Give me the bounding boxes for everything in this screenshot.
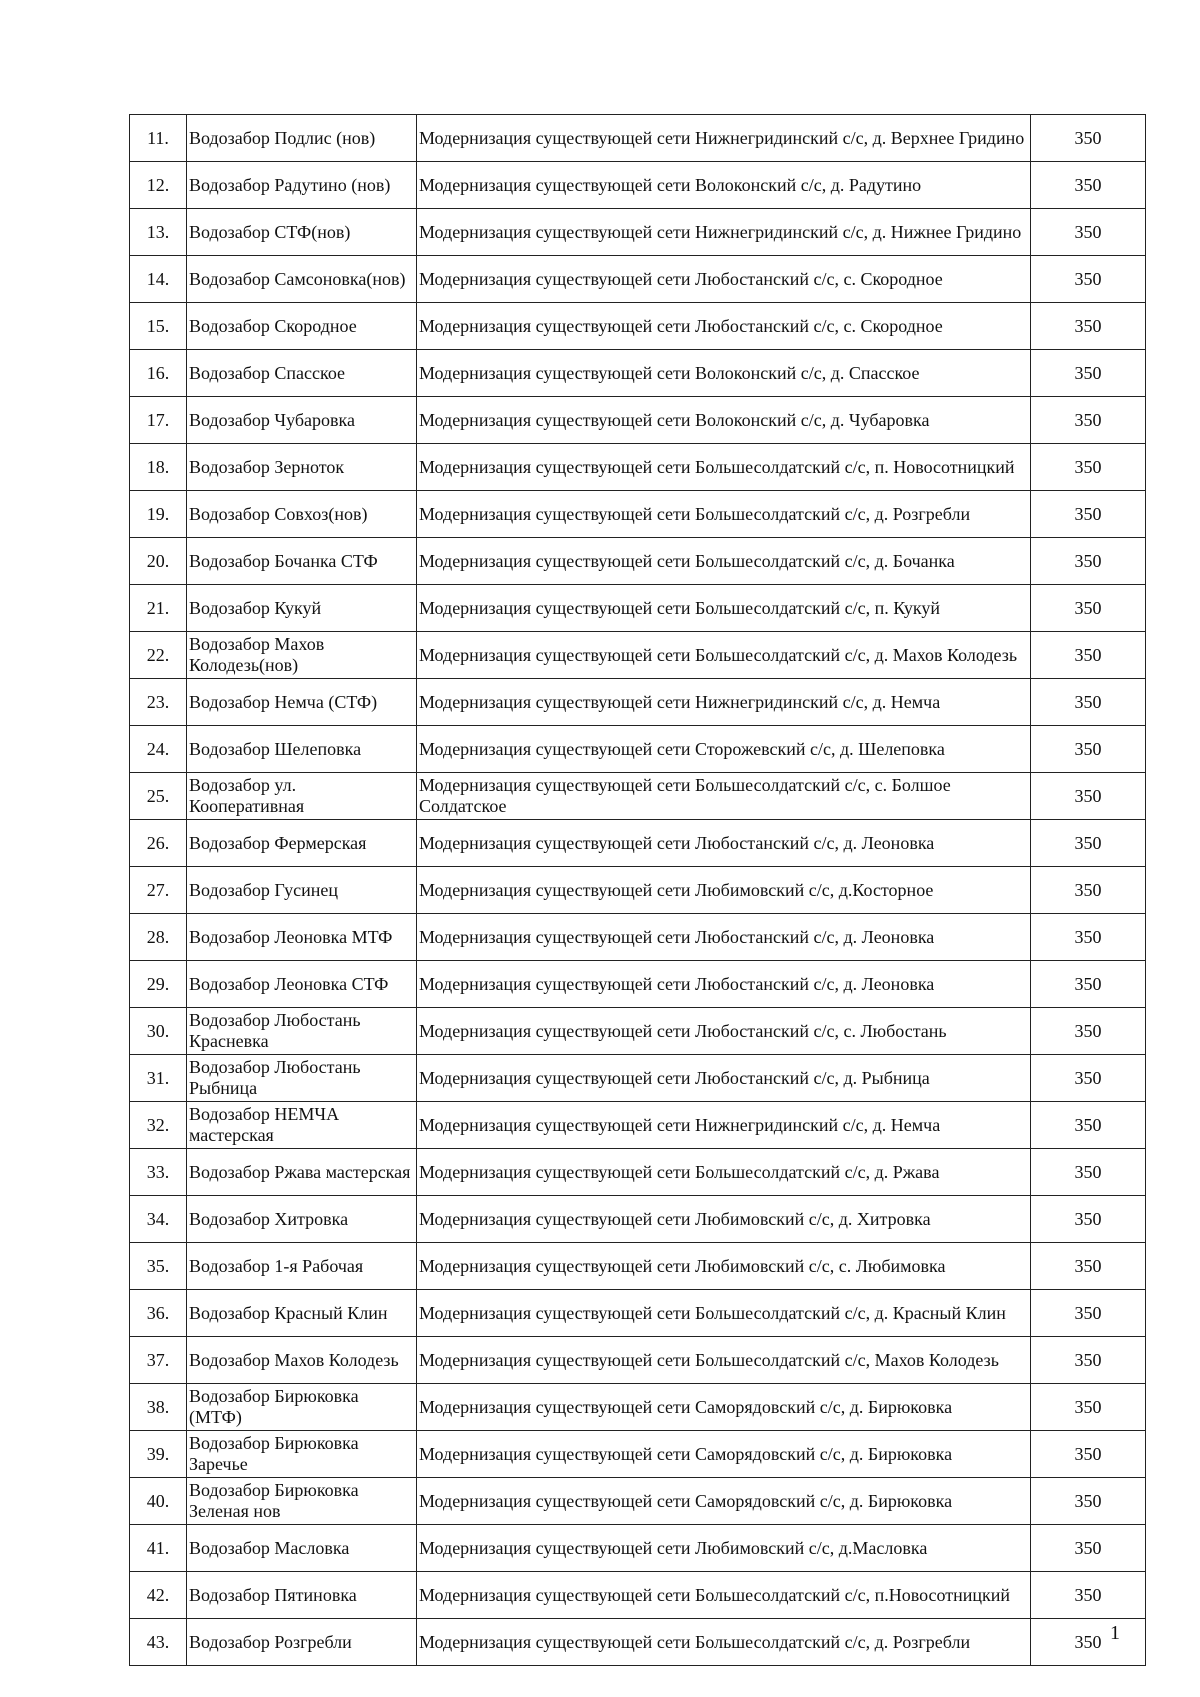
- table-row: [130, 209, 1146, 256]
- row-number: 38.: [130, 1384, 187, 1431]
- row-value: 350: [1031, 1055, 1146, 1102]
- row-number: 26.: [130, 820, 187, 867]
- row-value: 350: [1031, 1478, 1146, 1525]
- intake-name: Водозабор Совхоз(нов): [187, 491, 417, 538]
- work-description: Модернизация существующей сети Большесолдатский с/с, Махов Колодезь: [417, 1337, 1031, 1384]
- row-value: 350: [1031, 585, 1146, 632]
- row-value: 350: [1031, 538, 1146, 585]
- table-row: [130, 820, 1146, 867]
- row-value: 350: [1031, 1337, 1146, 1384]
- row-number: 17.: [130, 397, 187, 444]
- table-row: [130, 350, 1146, 397]
- table-row: [130, 1384, 1146, 1431]
- intake-name: Водозабор Бирюковка Заречье: [187, 1431, 417, 1478]
- intake-name: Водозабор 1-я Рабочая: [187, 1243, 417, 1290]
- intake-name: Водозабор Ржава мастерская: [187, 1149, 417, 1196]
- work-description: Модернизация существующей сети Волоконский с/с, д. Радутино: [417, 162, 1031, 209]
- work-description: Модернизация существующей сети Любимовский с/с, д. Хитровка: [417, 1196, 1031, 1243]
- work-description: Модернизация существующей сети Любостанский с/с, д. Леоновка: [417, 961, 1031, 1008]
- row-number: 14.: [130, 256, 187, 303]
- row-value: 350: [1031, 162, 1146, 209]
- work-description: Модернизация существующей сети Большесолдатский с/с, д. Розгребли: [417, 491, 1031, 538]
- row-value: 350: [1031, 1431, 1146, 1478]
- table-row: [130, 1337, 1146, 1384]
- row-number: 42.: [130, 1572, 187, 1619]
- work-description: Модернизация существующей сети Большесолдатский с/с, д. Розгребли: [417, 1619, 1031, 1666]
- row-number: 40.: [130, 1478, 187, 1525]
- intake-name: Водозабор Зерноток: [187, 444, 417, 491]
- row-value: 350: [1031, 1243, 1146, 1290]
- intake-name: Водозабор ул. Кооперативная: [187, 773, 417, 820]
- intake-name: Водозабор НЕМЧА мастерская: [187, 1102, 417, 1149]
- table-row: [130, 1008, 1146, 1055]
- table-row: [130, 1525, 1146, 1572]
- work-description: Модернизация существующей сети Любостанский с/с, д. Леоновка: [417, 820, 1031, 867]
- row-value: 350: [1031, 914, 1146, 961]
- row-number: 37.: [130, 1337, 187, 1384]
- table-row: [130, 679, 1146, 726]
- row-number: 20.: [130, 538, 187, 585]
- work-description: Модернизация существующей сети Сторожевский с/с, д. Шелеповка: [417, 726, 1031, 773]
- row-number: 22.: [130, 632, 187, 679]
- row-value: 350: [1031, 1008, 1146, 1055]
- intake-name: Водозабор Немча (СТФ): [187, 679, 417, 726]
- intake-name: Водозабор Любостань Рыбница: [187, 1055, 417, 1102]
- intake-name: Водозабор Гусинец: [187, 867, 417, 914]
- work-description: Модернизация существующей сети Любимовский с/с, д.Масловка: [417, 1525, 1031, 1572]
- table-row: [130, 726, 1146, 773]
- row-number: 30.: [130, 1008, 187, 1055]
- intake-name: Водозабор Скородное: [187, 303, 417, 350]
- work-description: Модернизация существующей сети Нижнегридинский с/с, д. Немча: [417, 1102, 1031, 1149]
- work-description: Модернизация существующей сети Саморядовский с/с, д. Бирюковка: [417, 1478, 1031, 1525]
- intake-name: Водозабор Чубаровка: [187, 397, 417, 444]
- intake-name: Водозабор Подлис (нов): [187, 115, 417, 162]
- intake-name: Водозабор Масловка: [187, 1525, 417, 1572]
- work-description: Модернизация существующей сети Любимовский с/с, д.Косторное: [417, 867, 1031, 914]
- table-row: [130, 1572, 1146, 1619]
- table-row: [130, 914, 1146, 961]
- table-row: [130, 115, 1146, 162]
- intake-name: Водозабор Фермерская: [187, 820, 417, 867]
- table-row: [130, 1243, 1146, 1290]
- row-value: 350: [1031, 1384, 1146, 1431]
- work-description: Модернизация существующей сети Большесолдатский с/с, п. Новосотницкий: [417, 444, 1031, 491]
- intake-name: Водозабор Леоновка СТФ: [187, 961, 417, 1008]
- table-row: [130, 1102, 1146, 1149]
- table-row: [130, 585, 1146, 632]
- row-value: 350: [1031, 397, 1146, 444]
- row-number: 24.: [130, 726, 187, 773]
- row-number: 23.: [130, 679, 187, 726]
- row-number: 28.: [130, 914, 187, 961]
- intake-name: Водозабор СТФ(нов): [187, 209, 417, 256]
- intake-name: Водозабор Розгребли: [187, 1619, 417, 1666]
- table-row: [130, 397, 1146, 444]
- work-description: Модернизация существующей сети Любимовский с/с, с. Любимовка: [417, 1243, 1031, 1290]
- table-row: [130, 773, 1146, 820]
- row-number: 33.: [130, 1149, 187, 1196]
- row-value: 350: [1031, 1290, 1146, 1337]
- row-value: 350: [1031, 303, 1146, 350]
- table-row: [130, 1478, 1146, 1525]
- work-description: Модернизация существующей сети Саморядовский с/с, д. Бирюковка: [417, 1431, 1031, 1478]
- row-value: 350: [1031, 820, 1146, 867]
- intake-name: Водозабор Любостань Красневка: [187, 1008, 417, 1055]
- work-description: Модернизация существующей сети Саморядовский с/с, д. Бирюковка: [417, 1384, 1031, 1431]
- intake-name: Водозабор Шелеповка: [187, 726, 417, 773]
- row-value: 350: [1031, 1149, 1146, 1196]
- row-number: 19.: [130, 491, 187, 538]
- table-row: [130, 867, 1146, 914]
- page-number: 1: [1110, 1622, 1120, 1644]
- row-value: 350: [1031, 867, 1146, 914]
- work-description: Модернизация существующей сети Большесолдатский с/с, д. Махов Колодезь: [417, 632, 1031, 679]
- row-number: 25.: [130, 773, 187, 820]
- row-number: 21.: [130, 585, 187, 632]
- work-description: Модернизация существующей сети Любостанский с/с, д. Леоновка: [417, 914, 1031, 961]
- row-value: 350: [1031, 679, 1146, 726]
- row-number: 34.: [130, 1196, 187, 1243]
- row-value: 350: [1031, 726, 1146, 773]
- table-row: [130, 1149, 1146, 1196]
- row-value: 350: [1031, 961, 1146, 1008]
- intake-name: Водозабор Красный Клин: [187, 1290, 417, 1337]
- intake-name: Водозабор Махов Колодезь: [187, 1337, 417, 1384]
- intake-name: Водозабор Бирюковка (МТФ): [187, 1384, 417, 1431]
- table-row: [130, 632, 1146, 679]
- row-number: 41.: [130, 1525, 187, 1572]
- intake-name: Водозабор Кукуй: [187, 585, 417, 632]
- intake-name: Водозабор Радутино (нов): [187, 162, 417, 209]
- work-description: Модернизация существующей сети Большесолдатский с/с, с. Болшое Солдатское: [417, 773, 1031, 820]
- row-number: 11.: [130, 115, 187, 162]
- table-row: [130, 491, 1146, 538]
- work-description: Модернизация существующей сети Большесолдатский с/с, д. Красный Клин: [417, 1290, 1031, 1337]
- row-value: 350: [1031, 115, 1146, 162]
- row-number: 32.: [130, 1102, 187, 1149]
- row-number: 31.: [130, 1055, 187, 1102]
- intake-name: Водозабор Леоновка МТФ: [187, 914, 417, 961]
- intake-name: Водозабор Бирюковка Зеленая нов: [187, 1478, 417, 1525]
- intake-name: Водозабор Хитровка: [187, 1196, 417, 1243]
- row-value: 350: [1031, 209, 1146, 256]
- row-value: 350: [1031, 491, 1146, 538]
- intake-name: Водозабор Махов Колодезь(нов): [187, 632, 417, 679]
- table-row: [130, 256, 1146, 303]
- table-row: [130, 1055, 1146, 1102]
- work-description: Модернизация существующей сети Большесолдатский с/с, д. Ржава: [417, 1149, 1031, 1196]
- table-row: [130, 1196, 1146, 1243]
- row-number: 39.: [130, 1431, 187, 1478]
- row-number: 36.: [130, 1290, 187, 1337]
- row-number: 13.: [130, 209, 187, 256]
- row-value: 350: [1031, 1525, 1146, 1572]
- work-description: Модернизация существующей сети Волоконский с/с, д. Спасское: [417, 350, 1031, 397]
- water-intake-table: [129, 114, 1146, 1666]
- table-body: [130, 115, 1146, 1666]
- table-row: [130, 444, 1146, 491]
- work-description: Модернизация существующей сети Большесолдатский с/с, п. Кукуй: [417, 585, 1031, 632]
- row-value: 350: [1031, 1572, 1146, 1619]
- row-number: 18.: [130, 444, 187, 491]
- row-value: 350: [1031, 1619, 1146, 1666]
- row-number: 15.: [130, 303, 187, 350]
- table-row: [130, 162, 1146, 209]
- row-number: 27.: [130, 867, 187, 914]
- work-description: Модернизация существующей сети Любостанский с/с, д. Рыбница: [417, 1055, 1031, 1102]
- row-value: 350: [1031, 350, 1146, 397]
- row-value: 350: [1031, 1196, 1146, 1243]
- intake-name: Водозабор Самсоновка(нов): [187, 256, 417, 303]
- row-number: 16.: [130, 350, 187, 397]
- table-row: [130, 1290, 1146, 1337]
- work-description: Модернизация существующей сети Нижнегридинский с/с, д. Верхнее Гридино: [417, 115, 1031, 162]
- work-description: Модернизация существующей сети Любостанский с/с, с. Скородное: [417, 256, 1031, 303]
- row-value: 350: [1031, 632, 1146, 679]
- work-description: Модернизация существующей сети Любостанский с/с, с. Скородное: [417, 303, 1031, 350]
- intake-name: Водозабор Пятиновка: [187, 1572, 417, 1619]
- table-row: [130, 538, 1146, 585]
- row-number: 35.: [130, 1243, 187, 1290]
- row-value: 350: [1031, 256, 1146, 303]
- table-row: [130, 1619, 1146, 1666]
- table-row: [130, 303, 1146, 350]
- row-number: 29.: [130, 961, 187, 1008]
- table-row: [130, 961, 1146, 1008]
- work-description: Модернизация существующей сети Волоконский с/с, д. Чубаровка: [417, 397, 1031, 444]
- row-value: 350: [1031, 1102, 1146, 1149]
- table-row: [130, 1431, 1146, 1478]
- work-description: Модернизация существующей сети Любостанский с/с, с. Любостань: [417, 1008, 1031, 1055]
- work-description: Модернизация существующей сети Нижнегридинский с/с, д. Нижнее Гридино: [417, 209, 1031, 256]
- row-number: 12.: [130, 162, 187, 209]
- row-value: 350: [1031, 444, 1146, 491]
- intake-name: Водозабор Бочанка СТФ: [187, 538, 417, 585]
- row-number: 43.: [130, 1619, 187, 1666]
- intake-name: Водозабор Спасское: [187, 350, 417, 397]
- work-description: Модернизация существующей сети Большесолдатский с/с, д. Бочанка: [417, 538, 1031, 585]
- work-description: Модернизация существующей сети Большесолдатский с/с, п.Новосотницкий: [417, 1572, 1031, 1619]
- row-value: 350: [1031, 773, 1146, 820]
- work-description: Модернизация существующей сети Нижнегридинский с/с, д. Немча: [417, 679, 1031, 726]
